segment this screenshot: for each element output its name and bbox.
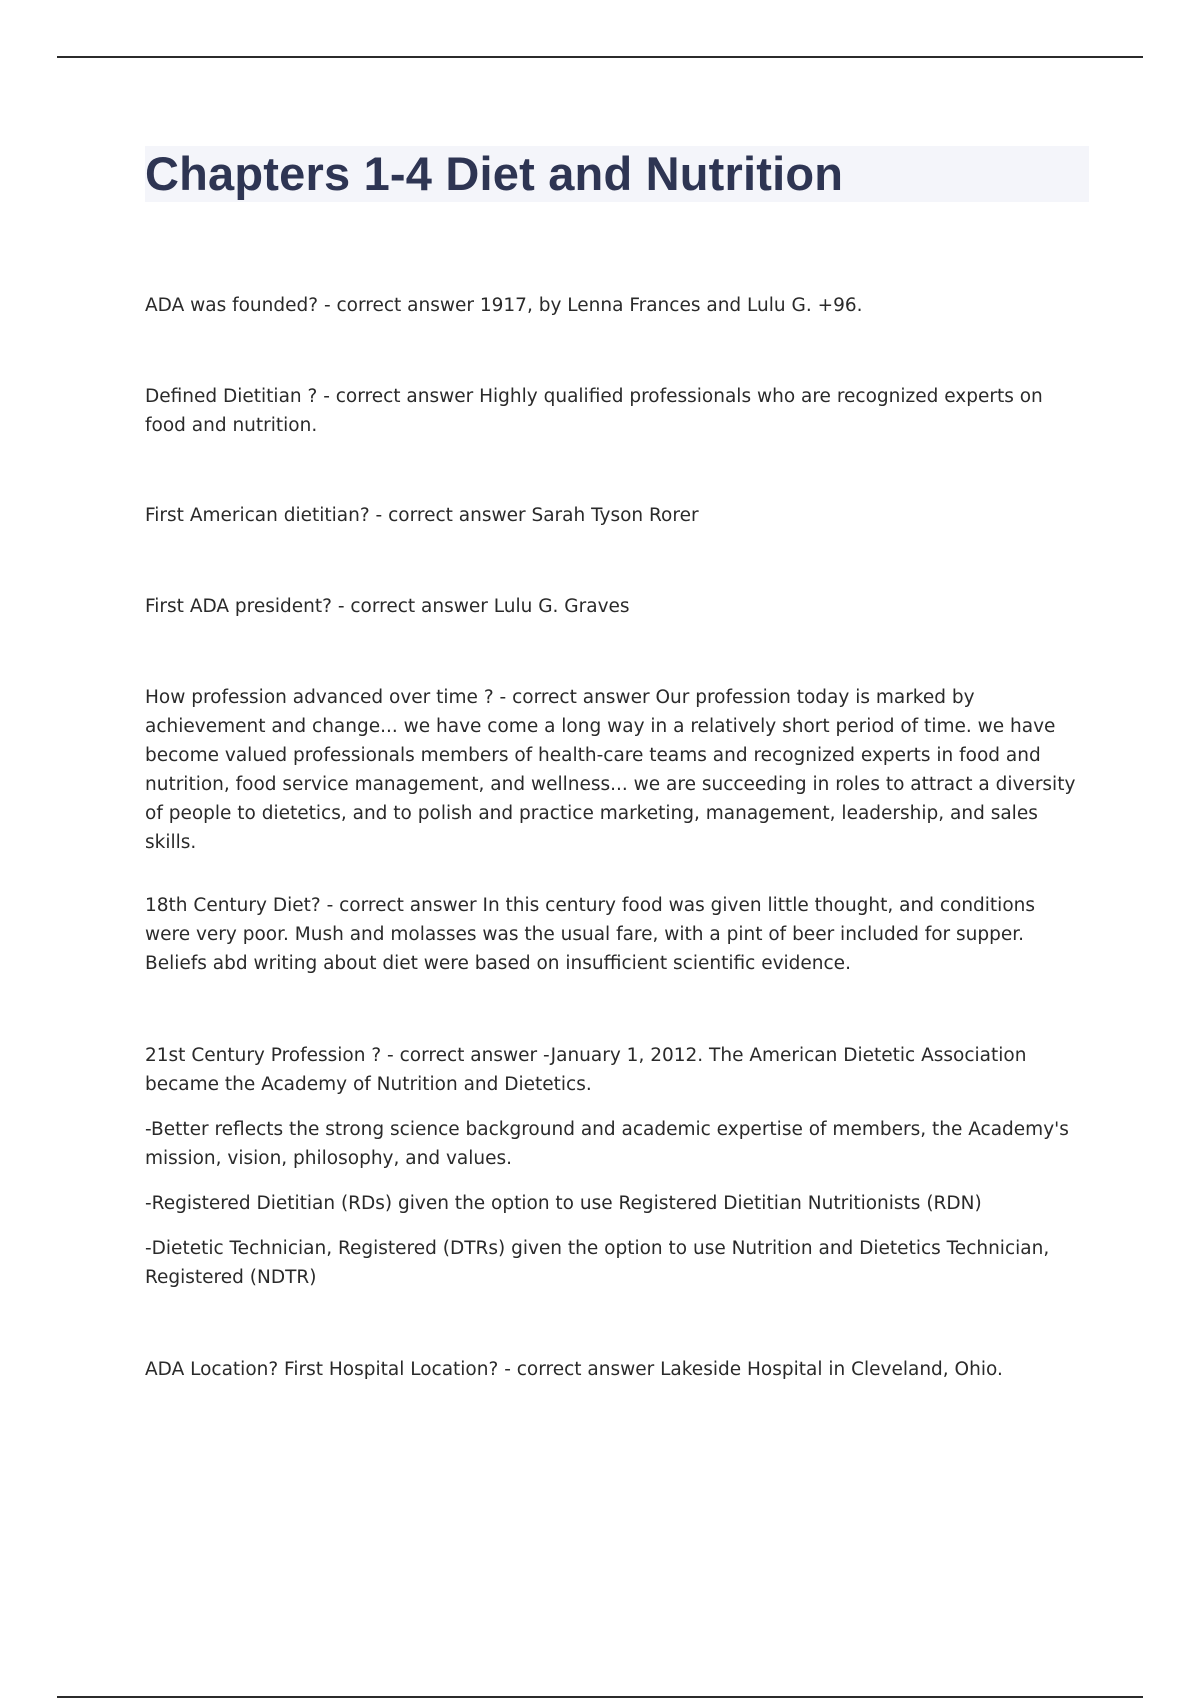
bottom-rule	[57, 1696, 1143, 1698]
qa-text	[145, 683, 1080, 857]
answer-separator: - correct answer	[493, 687, 656, 708]
answer-detail: -Dietetic Technician, Registered (DTRs) given the option to use Nutrition and Dietetics Technician, Registered (NDTR)	[145, 1238, 1050, 1288]
qa-text	[145, 501, 1080, 530]
question: ADA Location? First Hospital Location?	[145, 1359, 499, 1380]
qa-item	[145, 291, 1080, 320]
answer-separator: - correct answer	[369, 505, 532, 526]
answer-separator: - correct answer	[331, 596, 494, 617]
answer-separator: - correct answer	[320, 895, 483, 916]
qa-item	[145, 891, 1080, 978]
qa-text	[145, 891, 1080, 978]
answer-separator: - correct answer	[317, 386, 480, 407]
question: Defined Dietitian ?	[145, 386, 318, 407]
answer-detail: -Registered Dietitian (RDs) given the option to use Registered Dietitian Nutritionists (RDN)	[145, 1193, 982, 1214]
qa-item	[145, 592, 1080, 621]
qa-text	[145, 1355, 1080, 1384]
question: How profession advanced over time ?	[145, 687, 494, 708]
question: 21st Century Profession ?	[145, 1045, 382, 1066]
answer-detail: -Better reflects the strong science background and academic expertise of members, the Academy's mission, vision, philosophy, and values.	[145, 1119, 1069, 1169]
qa-text	[145, 291, 1080, 320]
document-title: Chapters 1-4 Diet and Nutrition	[145, 147, 844, 200]
question: 18th Century Diet?	[145, 895, 321, 916]
question: First American dietitian?	[145, 505, 370, 526]
answer: Our profession today is marked by achievement and change... we have come a long way in a relatively short period of time. we have become valued professionals members of health-care teams and recognized experts in food and nutrition, food service management, and wellness... we are succeeding in roles to attract a diversity of people to dietetics, and to polish and practice marketing, management, leadership, and sales skills.	[145, 687, 1076, 853]
top-rule	[57, 56, 1143, 58]
answer: Lakeside Hospital in Cleveland, Ohio.	[660, 1359, 1003, 1380]
answer: -January 1, 2012. The American Dietetic Association became the Academy of Nutrition and Dietetics.	[145, 1045, 1027, 1095]
qa-item	[145, 683, 1080, 857]
qa-text	[145, 382, 1080, 440]
qa-item	[145, 1355, 1080, 1384]
answer: Sarah Tyson Rorer	[531, 505, 699, 526]
answer: Highly qualified professionals who are recognized experts on food and nutrition.	[145, 386, 1043, 436]
answer: Lulu G. Graves	[493, 596, 630, 617]
qa-text	[145, 592, 1080, 621]
answer: In this century food was given little thought, and conditions were very poor. Mush and molasses was the usual fare, with a pint of beer included for supper. Beliefs abd writing about diet were based on insufficient scientific evidence.	[145, 895, 1036, 974]
qa-item	[145, 501, 1080, 530]
question: First ADA president?	[145, 596, 332, 617]
answer-separator: - correct answer	[381, 1045, 543, 1066]
qa-item	[145, 1041, 1080, 1292]
question: ADA was founded?	[145, 295, 319, 316]
answer: 1917, by Lenna Frances and Lulu G. +96.	[479, 295, 863, 316]
answer-separator: - correct answer	[318, 295, 480, 316]
qa-text	[145, 1041, 1080, 1099]
answer-separator: - correct answer	[498, 1359, 661, 1380]
qa-item	[145, 382, 1080, 440]
